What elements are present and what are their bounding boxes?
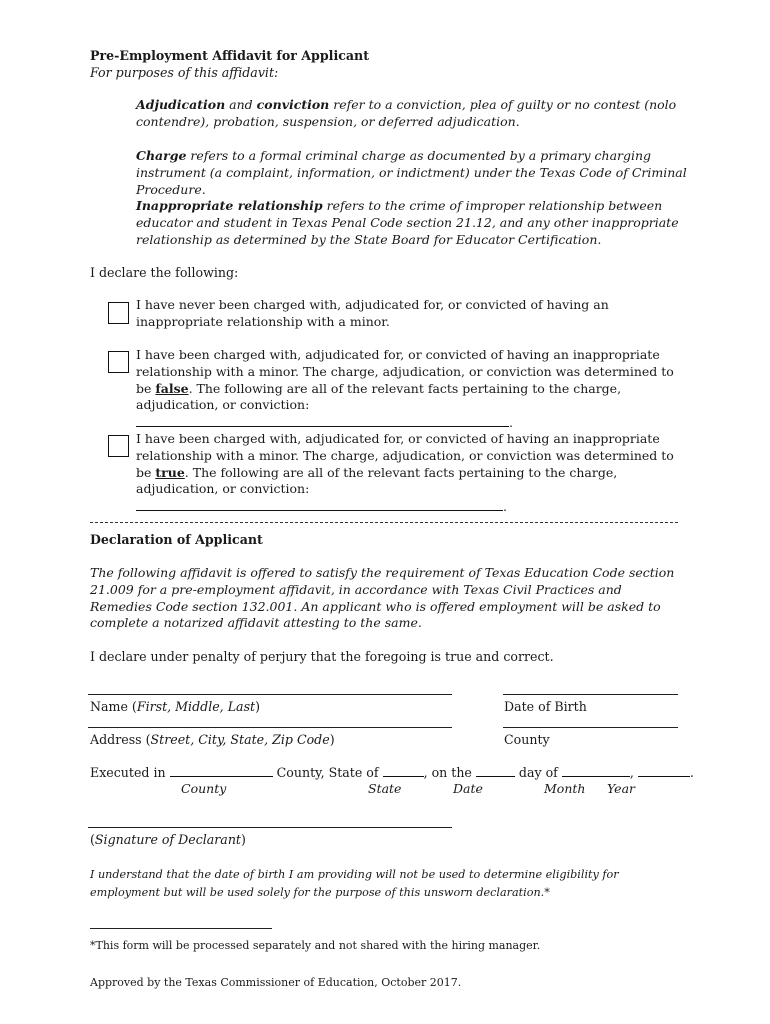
section-divider <box>90 522 678 523</box>
period-text: . <box>689 765 694 780</box>
signature-label <box>90 831 246 848</box>
false-pre-text: I have been charged with, adjudicated for, or convicted of having an inappropriate relationship with a minor. The charge, adjudication, or conviction was determined to be <box>136 347 674 396</box>
charge-definition-text: refers to a formal criminal charge as documented by a primary charging instrument (a complaint, information, or indictment) under the Texas Code of Criminal Procedure. <box>136 148 687 197</box>
executed-line <box>90 764 694 781</box>
false-period: . <box>509 415 513 431</box>
sub-month: Month <box>544 781 586 796</box>
footnote: *This form will be processed separately and not shared with the hiring manager. <box>90 939 541 952</box>
sub-year: Year <box>607 781 635 796</box>
dob-label: Date of Birth <box>504 699 587 714</box>
signature-line[interactable] <box>88 827 452 828</box>
definition-relationship <box>136 198 696 248</box>
address-label-italic: Street, City, State, Zip Code <box>150 732 330 747</box>
county-label: County <box>504 732 550 747</box>
on-the-text: , on the <box>423 765 476 780</box>
approved-statement: Approved by the Texas Commissioner of Education, October 2017. <box>90 976 462 989</box>
false-facts-field[interactable] <box>136 414 509 427</box>
true-period: . <box>503 499 507 515</box>
signature-open: ( <box>90 832 95 847</box>
name-line[interactable] <box>88 694 452 695</box>
name-label <box>90 698 260 715</box>
signature-close: ) <box>241 832 246 847</box>
option-charged-true-text <box>136 431 676 516</box>
name-label-italic: First, Middle, Last <box>136 699 256 714</box>
executed-month-field[interactable] <box>562 764 630 777</box>
dob-line[interactable] <box>503 694 678 695</box>
address-label-close: ) <box>329 732 335 747</box>
definition-adjudication <box>136 97 696 131</box>
definition-charge <box>136 148 696 198</box>
executed-year-field[interactable] <box>638 764 690 777</box>
name-label-close: ) <box>255 699 261 714</box>
true-post-text: . The following are all of the relevant facts pertaining to the charge, adjudication, or conviction: <box>136 464 618 497</box>
declare-following: I declare the following: <box>90 265 239 280</box>
signature-italic: Signature of Declarant <box>94 832 241 847</box>
executed-in-text: Executed in <box>90 765 170 780</box>
sub-date: Date <box>453 781 483 796</box>
executed-state-field[interactable] <box>383 764 424 777</box>
term-and: and <box>225 97 257 112</box>
false-word: false <box>155 380 189 396</box>
term-charge: Charge <box>136 148 187 163</box>
adjudication-definition-text: refer to a conviction, plea of guilty or no contest (nolo contendre), probation, suspension, or deferred adjudication. <box>136 97 677 129</box>
term-relationship: Inappropriate relationship <box>136 198 323 213</box>
checkbox-charged-true[interactable] <box>108 435 129 457</box>
address-label-open: Address ( <box>90 732 151 747</box>
false-post-text: . The following are all of the relevant facts pertaining to the charge, adjudication, or conviction: <box>136 380 622 413</box>
perjury-statement: I declare under penalty of perjury that the foregoing is true and correct. <box>90 649 554 664</box>
comma-text: , <box>629 765 638 780</box>
checkbox-charged-false[interactable] <box>108 351 129 373</box>
true-word: true <box>155 464 185 480</box>
address-label <box>90 731 335 748</box>
address-line[interactable] <box>88 727 452 728</box>
sub-county: County <box>181 781 227 796</box>
executed-county-field[interactable] <box>170 764 273 777</box>
term-adjudication: Adjudication <box>136 97 226 112</box>
true-pre-text: I have been charged with, adjudicated for, or convicted of having an inappropriate relationship with a minor. The charge, adjudication, or conviction was determined to be <box>136 431 674 480</box>
page-title: Pre-Employment Affidavit for Applicant <box>90 48 370 63</box>
name-label-open: Name ( <box>90 699 137 714</box>
declaration-text: The following affidavit is offered to satisfy the requirement of Texas Education Code section 21.009 for a pre-employment affidavit, in accordance with Texas Civil Practices and Remedies Code section 132.001. An applicant who is offered employment will be asked to complete a notarized affidavit attesting to the same. <box>90 565 675 631</box>
checkbox-never-charged[interactable] <box>108 302 129 324</box>
sub-state: State <box>368 781 402 796</box>
footnote-rule <box>90 928 272 929</box>
relationship-definition-text: refers to the crime of improper relationship between educator and student in Texas Penal Code section 21.12, and any other inappropriate relationship as determined by the State Board for Educator Certification. <box>136 198 679 247</box>
option-never-charged-text: I have never been charged with, adjudicated for, or convicted of having an inappropriate relationship with a minor. <box>136 297 609 329</box>
dob-note: I understand that the date of birth I am providing will not be used to determine eligibility for employment but will be used solely for the purpose of this unsworn declaration.* <box>90 868 619 899</box>
county-line[interactable] <box>503 727 678 728</box>
day-of-text: day of <box>514 765 562 780</box>
declaration-heading: Declaration of Applicant <box>90 532 263 547</box>
executed-date-field[interactable] <box>476 764 515 777</box>
purposes-label: For purposes of this affidavit: <box>90 65 279 80</box>
option-charged-false-text <box>136 347 676 432</box>
county-state-text: County, State of <box>272 765 383 780</box>
true-facts-field[interactable] <box>136 498 503 511</box>
term-conviction: conviction <box>256 97 330 112</box>
